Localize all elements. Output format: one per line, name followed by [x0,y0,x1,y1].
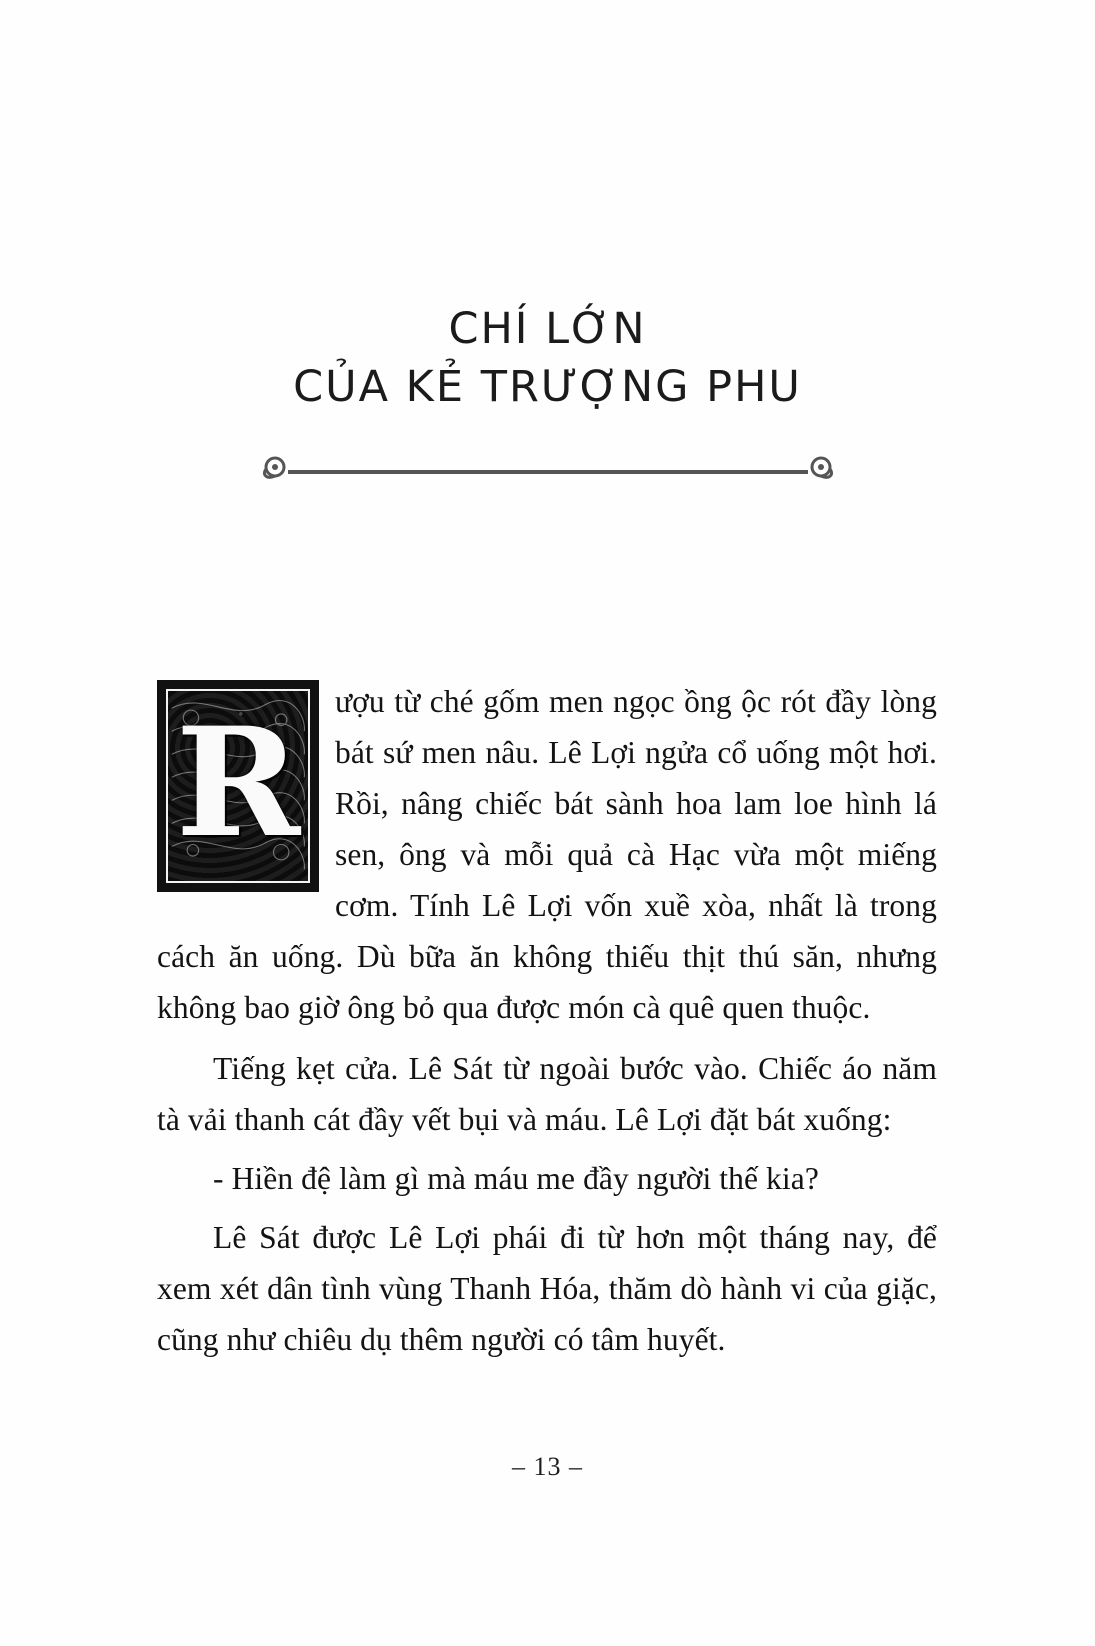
paragraph-3: - Hiền đệ làm gì mà máu me đầy người thế kia? [213,1161,819,1197]
paragraph-4: Lê Sát được Lê Lợi phái đi từ hơn một tháng nay, để xem xét dân tình vùng Thanh Hóa, thăm dò hành vi của giặc, cũng như chiêu dụ thêm người có tâm huyết. [157,1220,937,1358]
body-text [157,676,937,1373]
paragraph-2: Tiếng kẹt cửa. Lê Sát từ ngoài bước vào. Chiếc áo năm tà vải thanh cát đầy vết bụi và máu. Lê Lợi đặt bát xuống: [157,1051,937,1138]
chapter-title-line-2: CỦA KẺ TRƯỢNG PHU [293,362,802,413]
scroll-rule-ornament-icon [248,450,848,494]
page-title [0,300,1095,416]
decorative-initial-block-icon [157,680,319,892]
page-number: – 13 – [512,1452,583,1481]
paragraph-1: ượu từ ché gốm men ngọc ồng ộc rót đầy lòng bát sứ men nâu. Lê Lợi ngửa cổ uống một hơi. Rồi, nâng chiếc bát sành hoa lam loe hình lá sen, ông và mỗi quả cà Hạc vừa một miếng cơm. Tính Lê Lợi vốn xuề xòa, nhất là trong cách ăn uống. Dù bữa ăn không thiếu thịt thú săn, nhưng không bao giờ ông bỏ qua được món cà quê quen thuộc. [157,684,937,1026]
chapter-title-line-1: CHÍ LỚN [448,304,647,354]
drop-cap-letter: R [175,695,301,871]
chapter-heading [0,300,1095,416]
